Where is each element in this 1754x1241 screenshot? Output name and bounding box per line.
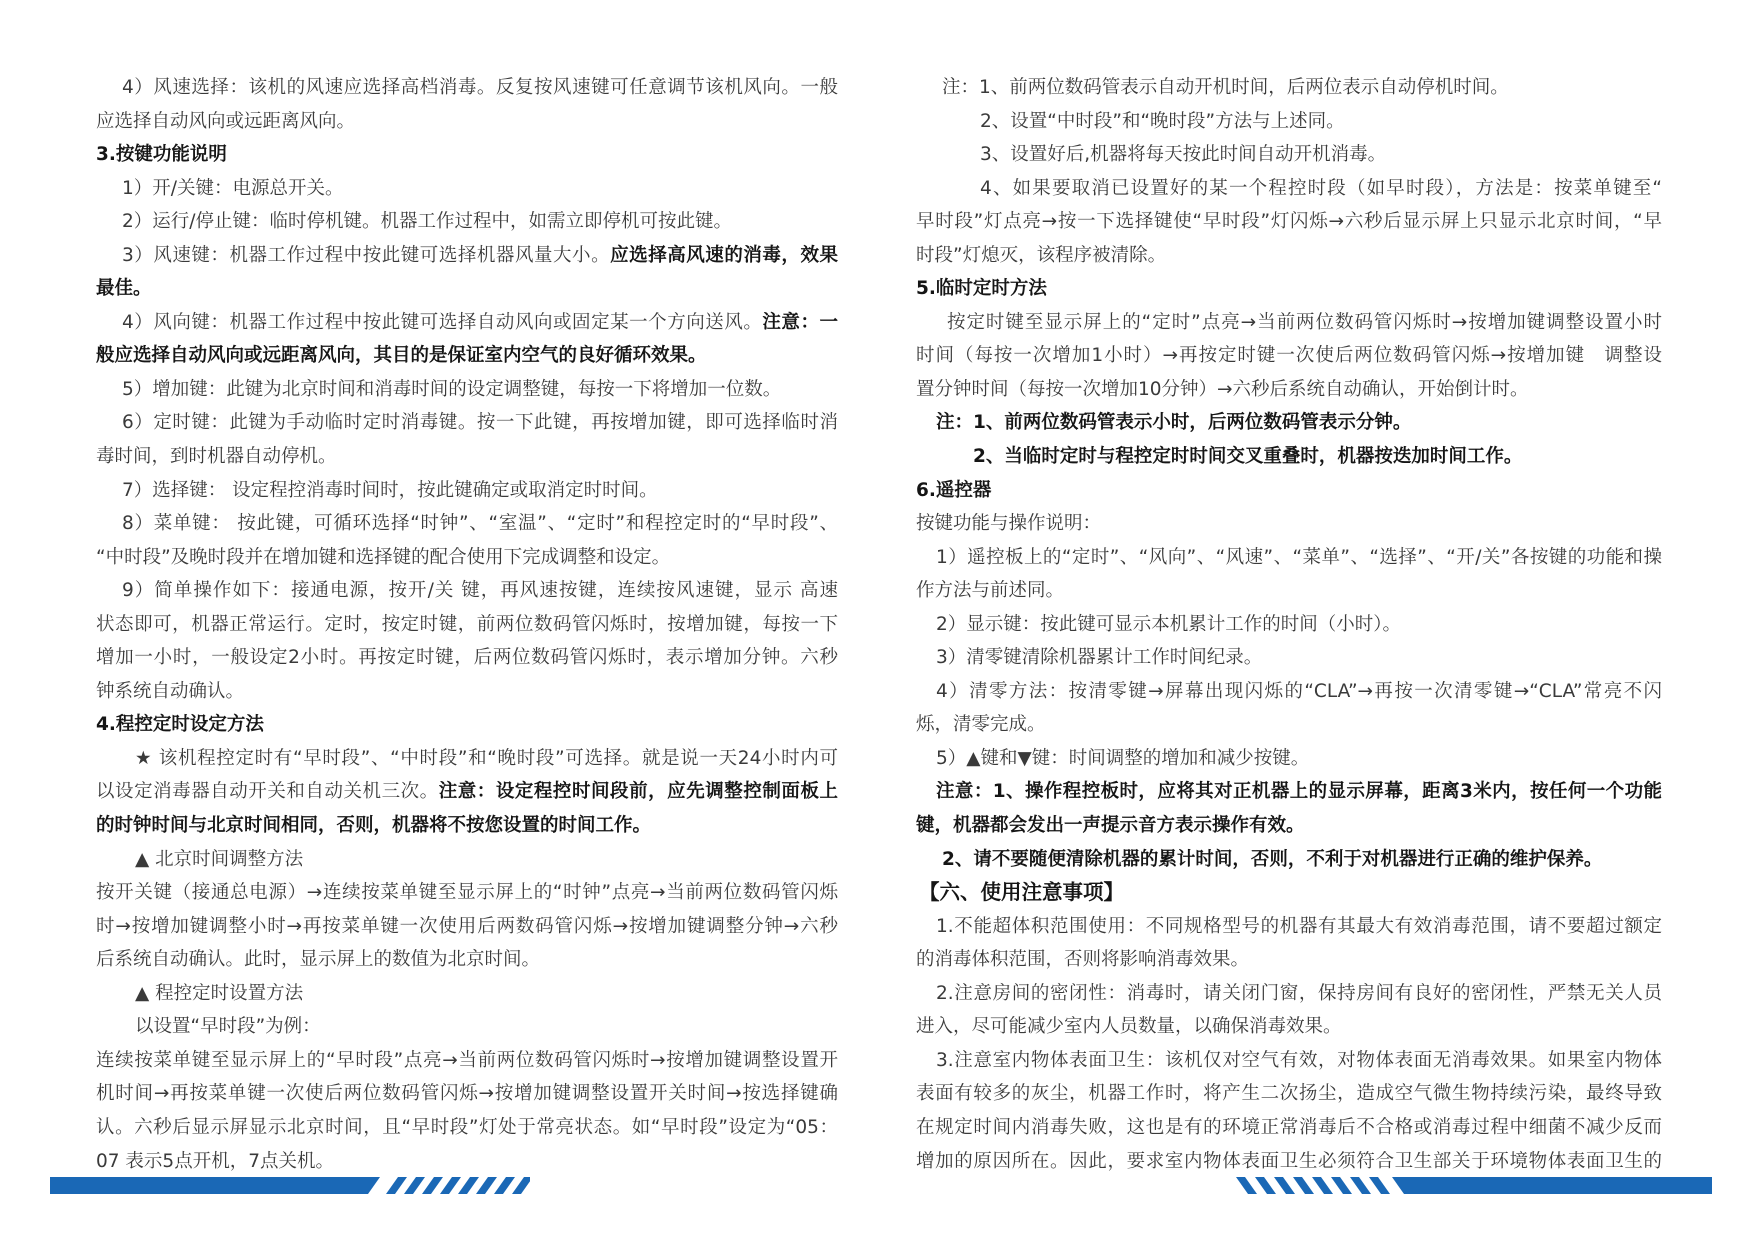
body-text: 5）增加键：此键为北京时间和消毒时间的设定调整键，每按一下将增加一位数。 [122, 378, 782, 400]
paragraph [96, 172, 838, 206]
section-heading [96, 708, 838, 742]
right-footer-stripe-bar [1234, 1177, 1712, 1194]
text-line [916, 172, 1662, 206]
text-line [96, 105, 838, 139]
body-text: 3.按键功能说明 [96, 144, 227, 166]
text-line [916, 541, 1662, 575]
text-line [96, 641, 838, 675]
paragraph [916, 910, 1662, 977]
paragraph [96, 406, 838, 473]
body-text: 作方法与前述同。 [916, 580, 1065, 602]
paragraph [916, 172, 1662, 273]
text-line [916, 1077, 1662, 1111]
text-line [96, 742, 838, 776]
stripe [1350, 1177, 1371, 1194]
text-line [916, 910, 1662, 944]
text-line [916, 608, 1662, 642]
body-text: ▲ 程控定时设置方法 [135, 982, 304, 1004]
left-footer-stripe-bar [50, 1177, 530, 1194]
text-line [96, 1077, 838, 1111]
text-line [96, 306, 838, 340]
body-text: 时间（每按一次增加1小时）→再按定时键一次使后两位数码管闪烁→按增加键 调整设 [916, 345, 1662, 367]
body-text: 3）清零键清除机器累计工作时间纪录。 [936, 647, 1263, 669]
paragraph [96, 474, 838, 508]
text-line [96, 1044, 838, 1078]
paragraph [916, 71, 1662, 105]
body-text: 在规定时间内消毒失败，这也是有的环境正常消毒后不合格或消毒过程中细菌不减少反而 [916, 1116, 1662, 1138]
text-line [916, 1044, 1662, 1078]
body-text: 烁，清零完成。 [916, 714, 1046, 736]
body-text: 时段”灯熄灭，该程序被清除。 [916, 244, 1167, 266]
bold-emphasis-text: 最佳。 [96, 278, 152, 300]
body-text: 6）定时键：此键为手动临时定时消毒键。按一下此键，再按增加键，即可选择临时消 [122, 412, 838, 434]
body-text: 增加的原因所在。因此，要求室内物体表面卫生必须符合卫生部关于环境物体表面卫生的 [916, 1150, 1662, 1172]
text-line [96, 507, 838, 541]
paragraph [916, 440, 1662, 474]
body-text: 按开关键（接通总电源）→连续按菜单键至显示屏上的“时钟”点亮→当前两位数码管闪烁 [96, 882, 838, 904]
body-text: 1.不能超体积范围使用：不同规格型号的机器有其最大有效消毒范围，请不要超过额定 [936, 915, 1662, 937]
text-line [916, 876, 1662, 910]
paragraph [96, 1044, 838, 1178]
body-text: 注：1、前两位数码管表示自动开机时间，后两位表示自动停机时间。 [942, 77, 1509, 98]
body-text: 4）清零方法：按清零键→屏幕出现闪烁的“CLA”→再按一次清零键→“CLA”常亮不闪 [936, 680, 1662, 702]
paragraph [916, 641, 1662, 675]
paragraph [96, 373, 838, 407]
text-line [96, 1111, 838, 1145]
body-text: 以设置“早时段”为例： [135, 1016, 321, 1038]
body-text: 进入，尽可能减少室内人员数量，以确保消毒效果。 [916, 1016, 1342, 1038]
body-text: 表面有较多的灰尘，机器工作时，将产生二次扬尘，造成空气微生物持续污染，最终导致 [916, 1083, 1662, 1105]
text-line [916, 574, 1662, 608]
text-line [96, 239, 838, 273]
stripe [1274, 1177, 1295, 1194]
body-text: 4）风向键：机器工作过程中按此键可选择自动风向或固定某一个方向送风。 [122, 311, 763, 333]
text-line [916, 641, 1662, 675]
text-line [916, 977, 1662, 1011]
paragraph [916, 406, 1662, 440]
body-text: 按键功能与操作说明： [916, 513, 1102, 535]
section-heading [916, 474, 1662, 508]
text-line [96, 843, 838, 877]
body-text: 毒时间，到时机器自动停机。 [96, 446, 337, 468]
paragraph [96, 507, 838, 574]
section-heading [916, 272, 1662, 306]
stripe [1236, 1177, 1257, 1194]
stripe [476, 1177, 497, 1194]
paragraph [916, 608, 1662, 642]
body-text: 07 表示5点开机，7点关机。 [96, 1150, 334, 1172]
paragraph [916, 105, 1662, 139]
text-line [916, 205, 1662, 239]
text-line [96, 574, 838, 608]
bold-emphasis-text: 键，机器都会发出一声提示音方表示操作有效。 [916, 815, 1305, 837]
stripe [494, 1177, 515, 1194]
bold-emphasis-text: 应选择高风速的消毒，效果 [610, 244, 838, 266]
text-line [96, 775, 838, 809]
stripe [440, 1177, 461, 1194]
body-text: 4）风速选择：该机的风速应选择高档消毒。反复按风速键可任意调节该机风向。一般 [122, 77, 838, 98]
text-line [96, 474, 838, 508]
stripe [1293, 1177, 1314, 1194]
body-text: 2）运行/停止键：临时停机键。机器工作过程中，如需立即停机可按此键。 [122, 211, 733, 233]
text-line [916, 406, 1662, 440]
paragraph [916, 843, 1662, 877]
paragraph [96, 239, 838, 306]
text-line [96, 373, 838, 407]
body-text: ▲ 北京时间调整方法 [135, 848, 304, 870]
bold-emphasis-text: 注意：一 [762, 311, 838, 333]
paragraph [916, 306, 1662, 407]
text-line [916, 373, 1662, 407]
paragraph [96, 977, 838, 1011]
body-text: 2、设置“中时段”和“晚时段”方法与上述同。 [980, 110, 1345, 132]
body-text: 5.临时定时方法 [916, 278, 1047, 300]
footer-bar-stripes [1236, 1177, 1390, 1194]
text-line [916, 943, 1662, 977]
body-text: 增加一小时，一般设定2小时。再按定时键，后两位数码管闪烁时，表示增加分钟。六秒 [96, 647, 838, 669]
body-text: 应选择自动风向或远距离风向。 [96, 110, 356, 132]
body-text: 的消毒体积范围，否则将影响消毒效果。 [916, 949, 1250, 971]
body-text: 8）菜单键： 按此键，可循环选择“时钟”、“室温”、“定时”和程控定时的“早时段”、 [122, 513, 838, 535]
stripe [1255, 1177, 1276, 1194]
paragraph [916, 742, 1662, 776]
stripe [1312, 1177, 1333, 1194]
text-line [916, 809, 1662, 843]
text-line [96, 876, 838, 910]
bold-emphasis-text: 注意：1、操作程控板时，应将其对正机器上的显示屏幕，距离3米内，按任何一个功能 [936, 781, 1662, 803]
text-line [96, 272, 838, 306]
bold-emphasis-text: 注意：设定程控时间段前，应先调整控制面板上 [438, 781, 838, 803]
text-line [96, 71, 838, 105]
paragraph [96, 205, 838, 239]
bold-emphasis-text: 2、当临时定时与程控定时时间交叉重叠时，机器按迭加时间工作。 [973, 446, 1523, 468]
body-text: 6.遥控器 [916, 479, 992, 501]
text-line [96, 977, 838, 1011]
body-text: 9）简单操作如下：接通电源，按开/关 键，再风速按键，连续按风速键，显示 高速 [122, 580, 838, 602]
text-line [96, 138, 838, 172]
paragraph [96, 574, 838, 708]
text-line [916, 440, 1662, 474]
right-page-column [916, 71, 1662, 1178]
text-line [96, 205, 838, 239]
stripe [458, 1177, 479, 1194]
paragraph [96, 71, 838, 138]
paragraph [96, 1010, 838, 1044]
stripe [512, 1177, 530, 1194]
text-line [916, 675, 1662, 709]
body-text: “中时段”及晚时段并在增加键和选择键的配合使用下完成调整和设定。 [96, 546, 671, 568]
bold-emphasis-text: 般应选择自动风向或远距离风向，其目的是保证室内空气的良好循环效果。 [96, 345, 707, 367]
text-line [916, 843, 1662, 877]
paragraph [916, 1044, 1662, 1178]
paragraph [96, 876, 838, 977]
text-line [96, 406, 838, 440]
paragraph [916, 675, 1662, 742]
footer-bar-stripes [386, 1177, 530, 1194]
text-line [96, 608, 838, 642]
body-text: 2）显示键：按此键可显示本机累计工作的时间（小时）。 [936, 613, 1402, 635]
section-heading [916, 876, 1662, 910]
text-line [916, 306, 1662, 340]
text-line [916, 105, 1662, 139]
body-text: 钟系统自动确认。 [96, 680, 245, 702]
body-text: 7）选择键： 设定程控消毒时间时，按此键确定或取消定时时间。 [122, 479, 658, 501]
text-line [916, 138, 1662, 172]
paragraph [96, 742, 838, 843]
body-text: 3、设置好后,机器将每天按此时间自动开机消毒。 [980, 144, 1387, 166]
body-text: 后系统自动确认。此时，显示屏上的数值为北京时间。 [96, 949, 541, 971]
text-line [96, 708, 838, 742]
body-text: 早时段”灯点亮→按一下选择键使“早时段”灯闪烁→六秒后显示屏上只显示北京时间，“早 [916, 211, 1662, 233]
body-text: ★ 该机程控定时有“早时段”、“中时段”和“晚时段”可选择。就是说一天24小时内可 [135, 747, 838, 769]
text-line [916, 71, 1662, 105]
stripe [422, 1177, 443, 1194]
body-text: 状态即可，机器正常运行。定时，按定时键，前两位数码管闪烁时，按增加键，每按一下 [96, 613, 838, 635]
body-text: 5）▲键和▼键：时间调整的增加和减少按键。 [936, 747, 1310, 769]
bold-emphasis-text: 2、请不要随便清除机器的累计时间，否则，不利于对机器进行正确的维护保养。 [942, 848, 1603, 870]
body-text: 3.注意室内物体表面卫生：该机仅对空气有效，对物体表面无消毒效果。如果室内物体 [936, 1049, 1662, 1071]
text-line [916, 742, 1662, 776]
text-line [96, 910, 838, 944]
body-text: 时→按增加键调整小时→再按菜单键一次使用后两数码管闪烁→按增加键调整分钟→六秒 [96, 915, 838, 937]
footer-bar-solid [50, 1177, 380, 1194]
body-text: 4、如果要取消已设置好的某一个程控时段（如早时段），方法是：按菜单键至“ [980, 177, 1662, 199]
text-line [916, 708, 1662, 742]
text-line [96, 943, 838, 977]
text-line [96, 172, 838, 206]
body-text: 4.程控定时设定方法 [96, 714, 264, 736]
body-text: 1）开/关键：电源总开关。 [122, 177, 344, 199]
paragraph [916, 138, 1662, 172]
body-text: 认。六秒后显示屏显示北京时间，且“早时段”灯处于常亮状态。如“早时段”设定为“05： [96, 1116, 838, 1138]
paragraph [96, 843, 838, 877]
text-line [916, 272, 1662, 306]
text-line [916, 775, 1662, 809]
body-text: 【六、使用注意事项】 [919, 880, 1124, 905]
text-line [96, 440, 838, 474]
stripe [1331, 1177, 1352, 1194]
text-line [916, 1111, 1662, 1145]
body-text: 3）风速键：机器工作过程中按此键可选择机器风量大小。 [122, 244, 611, 266]
body-text: 1）遥控板上的“定时”、“风向”、“风速”、“菜单”、“选择”、“开/关”各按键的功能和操 [936, 546, 1662, 568]
text-line [96, 339, 838, 373]
body-text: 按定时键至显示屏上的“定时”点亮→当前两位数码管闪烁时→按增加键调整设置小时 [947, 311, 1662, 333]
text-line [96, 1145, 838, 1179]
text-line [916, 1145, 1662, 1179]
paragraph [916, 507, 1662, 541]
body-text: 置分钟时间（每按一次增加10分钟）→六秒后系统自动确认，开始倒计时。 [916, 378, 1529, 400]
text-line [916, 507, 1662, 541]
stripe [386, 1177, 407, 1194]
stripe [404, 1177, 425, 1194]
paragraph [916, 775, 1662, 842]
text-line [916, 339, 1662, 373]
section-heading [96, 138, 838, 172]
footer-bar-solid [1392, 1177, 1712, 1194]
left-page-column [96, 71, 838, 1178]
text-line [916, 474, 1662, 508]
body-text: 机时间→再按菜单键一次使后两位数码管闪烁→按增加键调整设置开关时间→按选择键确 [96, 1083, 838, 1105]
bold-emphasis-text: 的时钟时间与北京时间相同，否则，机器将不按您设置的时间工作。 [96, 815, 652, 837]
body-text: 连续按菜单键至显示屏上的“早时段”点亮→当前两位数码管闪烁时→按增加键调整设置开 [96, 1049, 838, 1071]
paragraph [916, 977, 1662, 1044]
text-line [916, 239, 1662, 273]
text-line [96, 809, 838, 843]
stripe [1369, 1177, 1390, 1194]
text-line [96, 541, 838, 575]
bold-emphasis-text: 注：1、前两位数码管表示小时，后两位数码管表示分钟。 [936, 412, 1412, 434]
paragraph [916, 541, 1662, 608]
body-text: 以设定消毒器自动开关和自动关机三次。 [96, 781, 439, 803]
text-line [916, 1010, 1662, 1044]
text-line [96, 675, 838, 709]
text-line [96, 1010, 838, 1044]
body-text: 2.注意房间的密闭性：消毒时，请关闭门窗，保持房间有良好的密闭性，严禁无关人员 [936, 982, 1662, 1004]
paragraph [96, 306, 838, 373]
